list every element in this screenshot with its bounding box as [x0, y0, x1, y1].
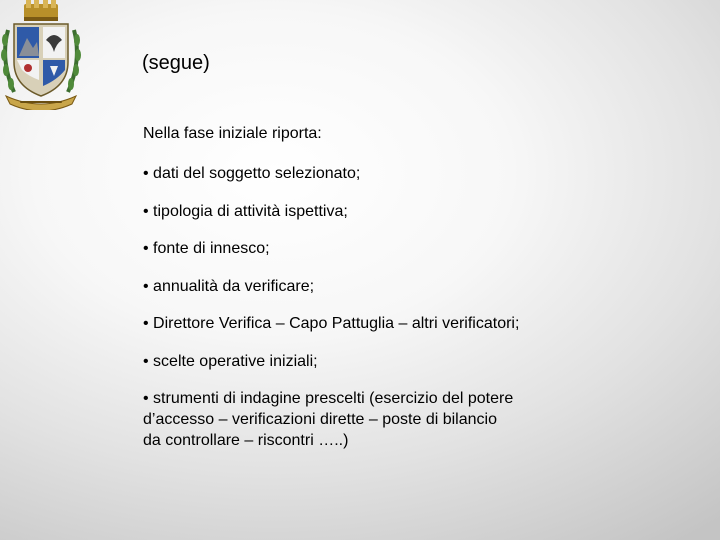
coat-of-arms-icon: [0, 0, 82, 110]
bullet-item: • annualità da verificare;: [143, 277, 315, 295]
bullet-item: • tipologia di attività ispettiva;: [143, 202, 348, 220]
bullet-item: • Direttore Verifica – Capo Pattuglia – altri verificatori;: [143, 315, 520, 332]
bullet-item: • dati del soggetto selezionato;: [143, 165, 361, 182]
intro-text: Nella fase iniziale riporta:: [143, 125, 322, 142]
bullet-item: • fonte di innesco;: [143, 240, 270, 257]
bullet-item: • strumenti di indagine prescelti (esercizio del potere d’accesso – verificazioni dirette – poste di bilancio da controllare – riscontri …..): [143, 390, 514, 449]
slide-subtitle: (segue): [142, 52, 210, 74]
bullet-item: • scelte operative iniziali;: [143, 352, 318, 370]
slide-body: [143, 123, 683, 467]
